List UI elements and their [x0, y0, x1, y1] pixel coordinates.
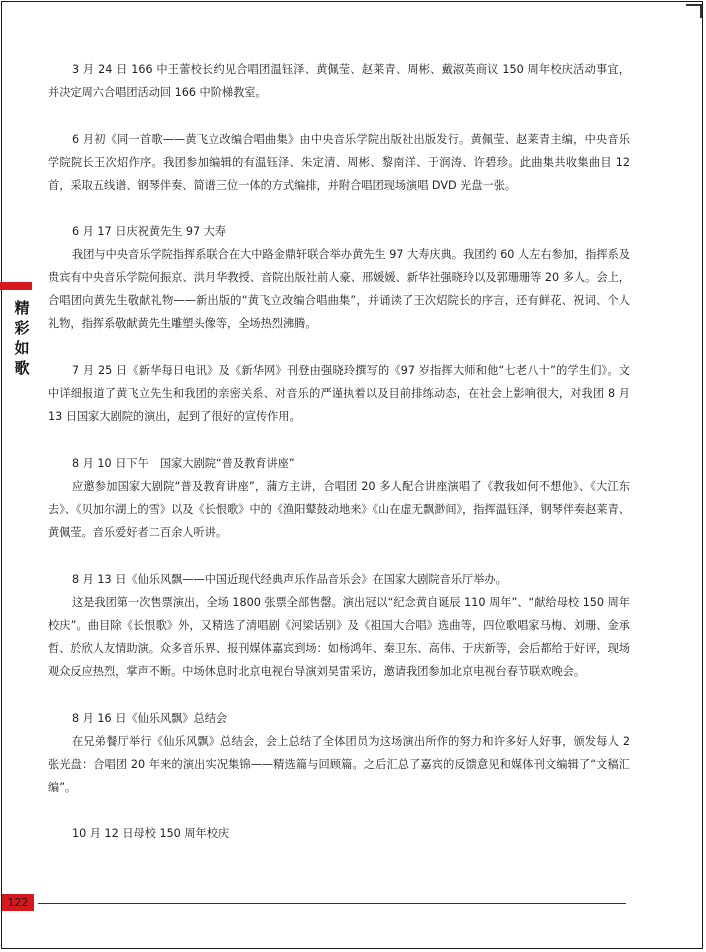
paragraph-mar24: 3 月 24 日 166 中王蕾校长约见合唱团温钰泽、黄佩莹、赵莱青、周彬、戴淑英商议 150 周年校庆活动事宜，并决定周六合唱团活动回 166 中阶梯教室。 [48, 63, 630, 99]
paragraph-june-songbook: 6 月初《同一首歌——黄飞立改编合唱曲集》由中央音乐学院出版社出版发行。黄佩莹、赵莱青主编，中央音乐学院院长王次炤作序。我团参加编辑的有温钰泽、朱定清、周彬、黎南洋、于润涛、许碧珍。此曲集共收集曲目 12 首，采取五线谱、钢琴伴奏、简谱三位一体的方式编排，并附合唱团现场演唱 DVD 光盘一张。 [48, 133, 630, 192]
paragraph-aug16-summary: 在兄弟餐厅举行《仙乐风飘》总结会，会上总结了全体团员为这场演出所作的努力和许多好人好事，颁发每人 2 张光盘：合唱团 20 年来的演出实况集锦——精选篇与回顾篇。之后汇总了嘉宾的反馈意见和媒体刊文编辑了“文稿汇编”。 [48, 735, 630, 794]
paragraph-june17-celebration: 我团与中央音乐学院指挥系联合在大中路金鼎轩联合举办黄先生 97 大寿庆典。我团约 60 人左右参加，指挥系及贵宾有中央音乐学院何振京、洪月华教授、音院出版社前人豪、邢媛媛、新华社强晓玲以及郭珊珊等 20 多人。会上，合唱团向黄先生敬献礼物——新出版的“黄飞立改编合唱曲集”，并诵读了王次炤院长的序言，还有鲜花、祝词、个人礼物，指挥系敬献黄先生雕塑头像等，全场热烈沸腾。 [48, 248, 630, 330]
paragraph-heading-aug16: 8 月 16 日《仙乐风飘》总结会 [72, 712, 228, 725]
side-title-char: 歌 [14, 359, 30, 377]
footer-rule [38, 903, 626, 904]
side-color-tab [0, 282, 32, 290]
side-title-char: 彩 [14, 319, 30, 337]
paragraph-aug10-lecture: 应邀参加国家大剧院“普及教育讲座”，蒲方主讲，合唱团 20 多人配合讲座演唱了《教我如何不想他》、《大江东去》、《贝加尔湖上的雪》以及《长恨歌》中的《渔阳鼙鼓动地来》《山在虚无飘渺间》，指挥温钰泽，钢琴伴奏赵莱青、黄佩莹。音乐爱好者二百余人听讲。 [48, 480, 630, 539]
section-side-title [12, 298, 32, 378]
paragraph-heading-oct12: 10 月 12 日母校 150 周年校庆 [72, 827, 230, 840]
side-title-char: 精 [14, 299, 30, 317]
paragraph-heading-aug13: 8 月 13 日《仙乐风飘——中国近现代经典声乐作品音乐会》在国家大剧院音乐厅举办。 [72, 573, 507, 586]
paragraph-july25-press: 7 月 25 日《新华每日电讯》及《新华网》刊登由强晓玲撰写的《97 岁指挥大师和他“七老八十”的学生们》。文中详细报道了黄飞立先生和我团的亲密关系、对音乐的严谨执着以及目前排练动态，在社会上影响很大，对我团 8 月 13 日国家大剧院的演出，起到了很好的宣传作用。 [48, 364, 630, 423]
paragraph-heading-june17: 6 月 17 日庆祝黄先生 97 大寿 [72, 225, 227, 238]
side-title-char: 如 [14, 339, 30, 357]
corner-crop-mark [686, 4, 702, 18]
page-body-text [48, 58, 630, 845]
paragraph-aug13-concert: 这是我团第一次售票演出，全场 1800 张票全部售罄。演出冠以“纪念黄自诞辰 110 周年”、“献给母校 150 周年校庆”。曲目除《长恨歌》外，又精选了清唱剧《河梁话别》及《祖国大合唱》选曲等，四位歌唱家马梅、刘珊、金承哲、於欣人友情助演。众多音乐界、报刊媒体嘉宾到场：如杨鸿年、秦卫东、高伟、于庆新等，会后都给于好评，现场观众反应热烈，掌声不断。中场休息时北京电视台导演刘昊雷采访，邀请我团参加北京电视台春节联欢晚会。 [48, 596, 630, 678]
page-number: 122 [2, 894, 34, 911]
paragraph-heading-aug10: 8 月 10 日下午 国家大剧院“普及教育讲座” [72, 457, 295, 470]
